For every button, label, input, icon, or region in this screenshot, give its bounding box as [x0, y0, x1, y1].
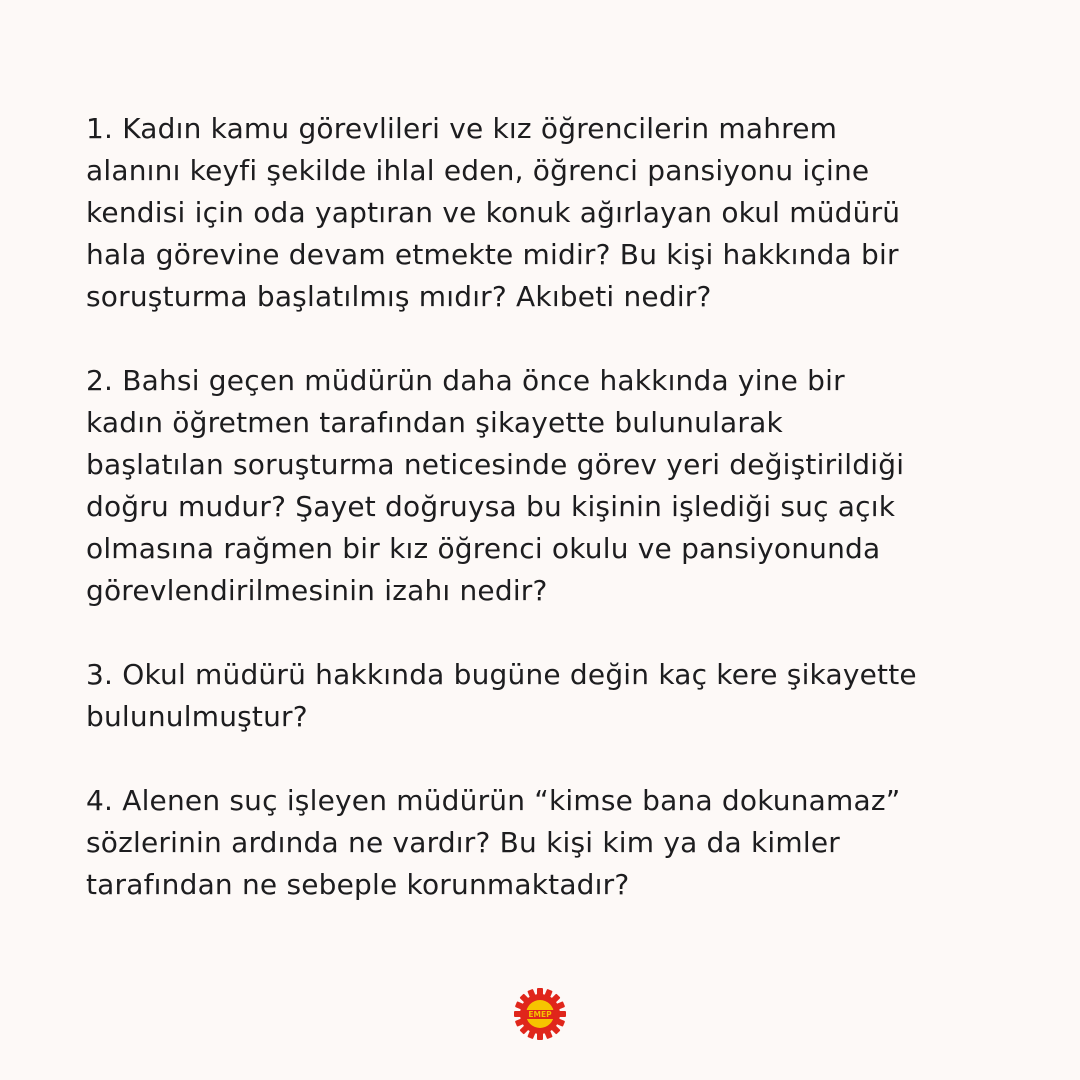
question-2: 2. Bahsi geçen müdürün daha önce hakkında yine bir kadın öğretmen tarafından şikayette bulunularak başlatılan soruşturma neticesinde görev yeri değiştirildiği doğru mudur? Şayet doğruysa bu kişinin işlediği suç açık olmasına rağmen bir kız öğrenci okulu ve pansiyonunda görevlendirilmesinin izahı nedir?: [86, 364, 905, 607]
question-1: 1. Kadın kamu görevlileri ve kız öğrencilerin mahrem alanını keyfi şekilde ihlal eden, öğrenci pansiyonu içine kendisi için oda yaptıran ve konuk ağırlayan okul müdürü hala görevine devam etmekte midir? Bu kişi hakkında bir soruşturma başlatılmış mıdır? Akıbeti nedir?: [86, 112, 901, 313]
questions-list: [86, 108, 1006, 948]
question-4: 4. Alenen suç işleyen müdürün “kimse bana dokunamaz” sözlerinin ardında ne vardır? Bu kişi kim ya da kimler tarafından ne sebeple korunmaktadır?: [86, 784, 901, 901]
emep-gear-logo-icon: [512, 986, 568, 1042]
logo-text: EMEP: [528, 1010, 552, 1020]
question-3: 3. Okul müdürü hakkında bugüne değin kaç kere şikayette bulunulmuştur?: [86, 658, 917, 733]
